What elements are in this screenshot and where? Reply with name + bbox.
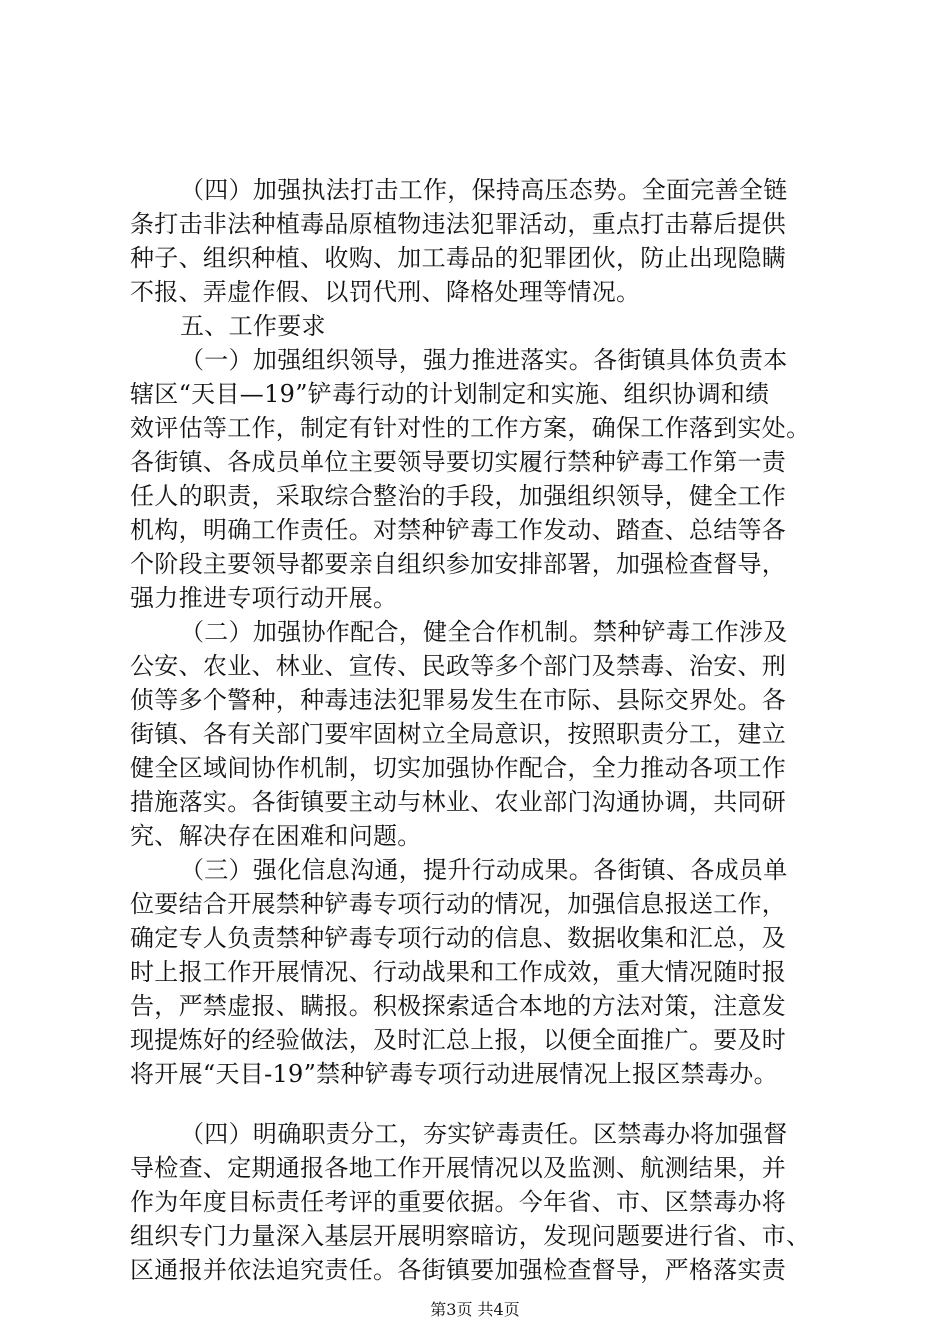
paragraph-line: 街镇、各有关部门要牢固树立全局意识，按照职责分工，建立 <box>130 720 787 748</box>
paragraph-line: 措施落实。各街镇要主动与林业、农业部门沟通协调，共同研 <box>130 788 787 816</box>
paragraph-line: 侦等多个警种，种毒违法犯罪易发生在市际、县际交界处。各 <box>130 686 787 714</box>
page-footer: 第3页 共4页 <box>430 1300 520 1319</box>
section-heading: 五、工作要求 <box>180 312 326 340</box>
paragraph-line: 机构，明确工作责任。对禁种铲毒工作发动、踏查、总结等各 <box>130 516 787 544</box>
paragraph-line: 现提炼好的经验做法，及时汇总上报，以便全面推广。要及时 <box>130 1026 787 1054</box>
paragraph-line: 确定专人负责禁种铲毒专项行动的信息、数据收集和汇总，及 <box>130 924 787 952</box>
paragraph-line: （三）强化信息沟通，提升行动成果。各街镇、各成员单 <box>180 856 788 884</box>
paragraph-line: （一）加强组织领导，强力推进落实。各街镇具体负责本 <box>180 346 788 374</box>
paragraph-line: 组织专门力量深入基层开展明察暗访，发现问题要进行省、市、 <box>130 1222 811 1250</box>
paragraph-line: 时上报工作开展情况、行动战果和工作成效，重大情况随时报 <box>130 958 787 986</box>
paragraph-line: 种子、组织种植、收购、加工毒品的犯罪团伙，防止出现隐瞒 <box>130 244 787 272</box>
paragraph-line: 究、解决存在困难和问题。 <box>130 822 422 850</box>
paragraph-line: 个阶段主要领导都要亲自组织参加安排部署，加强检查督导， <box>130 550 787 578</box>
paragraph-line: 辖区“天目—19”铲毒行动的计划制定和实施、组织协调和绩 <box>130 380 770 408</box>
paragraph-line: 各街镇、各成员单位主要领导要切实履行禁种铲毒工作第一责 <box>130 448 787 476</box>
paragraph-line: （四）明确职责分工，夯实铲毒责任。区禁毒办将加强督 <box>180 1120 788 1148</box>
paragraph-line: 条打击非法种植毒品原植物违法犯罪活动，重点打击幕后提供 <box>130 210 787 238</box>
paragraph-line: 任人的职责，采取综合整治的手段，加强组织领导，健全工作 <box>130 482 787 510</box>
paragraph-line: 公安、农业、林业、宣传、民政等多个部门及禁毒、治安、刑 <box>130 652 787 680</box>
paragraph-line: 导检查、定期通报各地工作开展情况以及监测、航测结果，并 <box>130 1154 787 1182</box>
paragraph-line: 不报、弄虚作假、以罚代刑、降格处理等情况。 <box>130 278 641 306</box>
paragraph-line: 效评估等工作，制定有针对性的工作方案，确保工作落到实处。 <box>130 414 811 442</box>
paragraph-line: （四）加强执法打击工作，保持高压态势。全面完善全链 <box>180 176 788 204</box>
paragraph-line: 告，严禁虚报、瞒报。积极探索适合本地的方法对策，注意发 <box>130 992 787 1020</box>
paragraph-line: 强力推进专项行动开展。 <box>130 584 398 612</box>
paragraph-line: 位要结合开展禁种铲毒专项行动的情况，加强信息报送工作， <box>130 890 787 918</box>
paragraph-line: （二）加强协作配合，健全合作机制。禁种铲毒工作涉及 <box>180 618 788 646</box>
paragraph-line: 区通报并依法追究责任。各街镇要加强检查督导，严格落实责 <box>130 1256 787 1284</box>
paragraph-line: 作为年度目标责任考评的重要依据。今年省、市、区禁毒办将 <box>130 1188 787 1216</box>
paragraph-line: 将开展“天目-19”禁种铲毒专项行动进展情况上报区禁毒办。 <box>130 1060 778 1088</box>
paragraph-line: 健全区域间协作机制，切实加强协作配合，全力推动各项工作 <box>130 754 787 782</box>
